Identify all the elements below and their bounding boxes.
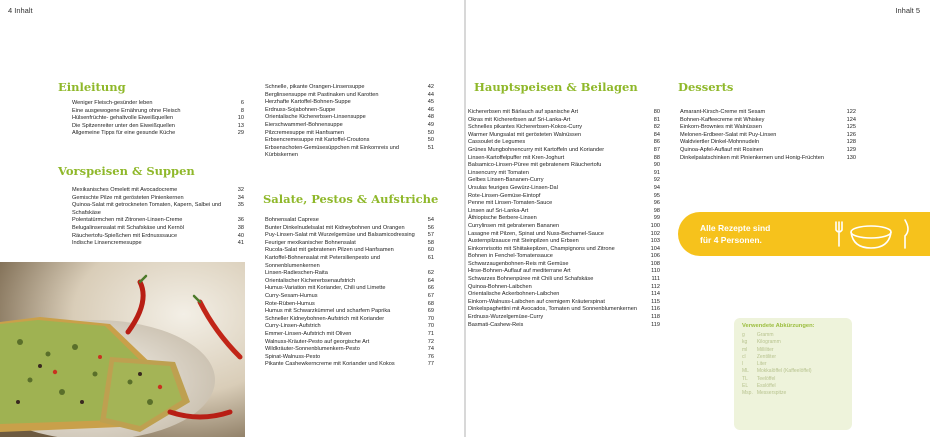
toc-entry-page: 77 [427,361,434,368]
toc-entry [72,187,244,195]
toc-entry [72,195,244,203]
toc-entry [265,361,434,369]
toc-entry-title: Einkorn-Brownies mit Walnüssen [680,124,762,131]
toc-entry-title: Allgemeine Tipps für eine gesunde Küche [72,130,176,137]
toc-entry-page: 41 [237,240,244,247]
abbreviation: Msp. [742,390,753,397]
toc-entry-title: Orientalische Kichererbsen-Linsensuppe [265,114,366,121]
toc-entry-page: 114 [651,291,660,298]
abbreviation-meaning: Liter [756,361,767,368]
abbreviation: g [742,332,745,338]
toc-entry [468,155,660,163]
toc-entry-page: 111 [651,276,660,283]
toc-entry-page: 72 [427,338,434,345]
toc-entry-page: 126 [846,131,856,138]
toc-entry [265,122,434,130]
abbreviations-table [742,332,816,398]
toc-entry-page: 35 [237,202,244,209]
toc-entry [680,117,856,125]
toc-entry-page: 36 [237,217,244,224]
toc-list-desserts [680,109,856,162]
toc-entry [468,117,660,125]
toc-entry-page: 104 [650,245,660,252]
toc-entry-page: 50 [427,137,434,144]
toc-entry-page: 100 [650,222,660,229]
toc-entry [468,215,660,223]
toc-entry-page: 91 [653,169,660,176]
toc-entry [72,108,244,116]
toc-entry-title: Wildkräuter-Sonnenblumenkern-Pesto [265,346,360,353]
toc-entry-title: Eine ausgewogene Ernährung ohne Fleisch [72,107,181,114]
servings-note-line1: Alle Rezepte sind [700,223,771,233]
toc-entry [265,346,434,354]
abbreviation-row [742,339,816,346]
toc-entry-page: 112 [651,283,660,290]
toc-entry-page: 119 [651,321,660,328]
toc-entry-title: Humus-Variation mit Koriander, Chili und Limette [265,285,386,292]
toc-entry [468,299,660,307]
abbreviation-row [742,390,816,397]
toc-entry-title: Basmati-Cashew-Reis [468,321,524,328]
toc-entry-title: Spinat-Walnuss-Pesto [265,353,321,360]
toc-entry [265,270,434,278]
toc-entry-title: Linsencurry mit Tomaten [468,169,529,176]
toc-entry-title: Lasagne mit Pilzen, Spinat und Nuss-Bechamel-Sauce [468,230,604,237]
toc-entry [468,322,660,330]
abbreviation: kg [742,339,748,346]
toc-entry [468,147,660,155]
toc-entry-title: Linsen-Radieschen-Raita [265,270,328,277]
toc-entry-page: 90 [653,162,660,169]
toc-entry [468,291,660,299]
toc-entry-page: 128 [846,139,856,146]
toc-entry-title: Weniger Fleisch-gesünder leben [72,100,153,106]
toc-entry-page: 48 [427,114,434,121]
toc-entry-page: 103 [650,238,660,245]
toc-entry-page: 61 [427,254,434,261]
toc-entry [72,123,244,131]
toc-entry-title: Erdnuss-Wurzelgemüse-Curry [468,314,544,321]
toc-entry-page: 82 [653,124,660,131]
toc-entry-title: Linsen auf Sri-Lanka-Art [468,207,529,214]
toc-entry [265,130,434,138]
abbreviation-row [742,332,816,339]
toc-entry-page: 98 [653,207,660,214]
heading-hauptspeisen: Hauptspeisen & Beilagen [474,80,638,94]
toc-entry-title: Amarant-Kirsch-Creme mit Sesam [680,109,766,115]
toc-entry-page: 67 [427,292,434,299]
toc-entry-title: Kartoffel-Bohnensalat mit Petersilienpesto und Sonnenblumenkernen [265,254,380,269]
toc-entry [265,339,434,347]
right-running-head: Inhalt 5 [895,6,920,15]
toc-entry [265,323,434,331]
toc-entry-title: Eierschwammerl-Bohnensuppe [265,121,343,128]
toc-entry-title: Hülsenfrüchte- gehaltvolle Eiweißquellen [72,115,174,122]
abbreviation: ML [742,368,749,375]
toc-entry-page: 68 [427,300,434,307]
toc-entry-page: 124 [846,116,856,123]
toc-entry-title: Quinoa-Bohnen-Laibchen [468,283,532,290]
toc-list-einleitung [72,100,244,138]
toc-entry-page: 86 [653,139,660,146]
toc-entry-page: 102 [650,230,660,237]
toc-entry-page: 42 [427,84,434,90]
toc-entry-title: Indische Linsencremesuppe [72,240,142,247]
toc-entry [72,217,244,225]
toc-entry [468,268,660,276]
toc-entry [468,200,660,208]
toc-entry-page: 56 [427,224,434,231]
abbreviation: ml [742,346,748,353]
toc-entry-page: 80 [653,109,660,115]
bowl-cutlery-icon [833,216,913,252]
toc-entry [265,301,434,309]
toc-entry [468,246,660,254]
toc-entry-title: Einkorn-Walnuss-Laibchen auf cremigem Kräuterspinat [468,298,605,305]
toc-entry-title: Mexikanisches Omelett mit Avocadocreme [72,187,178,193]
toc-entry-page: 51 [427,144,434,151]
toc-entry-title: Waldviertler Dinkel-Mohnnudeln [680,139,760,146]
toc-entry-title: Walnuss-Kräuter-Pesto auf georgische Art [265,338,370,345]
toc-entry-title: Melonen-Erdbeer-Salat mit Puy-Linsen [680,131,777,138]
toc-entry [265,99,434,107]
toc-entry [265,316,434,324]
toc-entry [680,139,856,147]
toc-entry-page: 76 [427,353,434,360]
toc-entry [468,139,660,147]
abbreviation-row [742,354,816,361]
toc-entry-page: 106 [650,253,660,260]
food-photo [0,262,245,437]
toc-entry-title: Herzhafte Kartoffel-Bohnen-Suppe [265,99,351,106]
abbreviation-meaning: Milliliter [756,346,774,353]
toc-entry-page: 34 [237,194,244,201]
toc-entry [265,145,434,160]
toc-entry-page: 88 [653,154,660,161]
toc-entry-title: Gemischte Pilze mit gerösteten Pinienkernen [72,194,184,201]
toc-entry-page: 45 [427,99,434,106]
toc-entry-title: Okras mit Kichererbsen auf Sri-Lanka-Art [468,116,571,123]
toc-entry-title: Bunter Dinkelnudelsalat mit Kidneybohnen und Orangen [265,224,405,231]
toc-entry-title: Balsamico-Linsen-Püree mit gebratenem Räuchertofu [468,162,602,169]
toc-entry-title: Äthiopische Berbere-Linsen [468,215,537,222]
toc-entry-title: Polentatürmchen mit Zitronen-Linsen-Creme [72,217,183,224]
toc-list-vorspeisen [72,187,244,248]
toc-entry-title: Schwarzes Bohnenpüree mit Chili und Schafskäse [468,276,594,283]
toc-entry [265,331,434,339]
toc-entry-page: 95 [653,192,660,199]
toc-entry-title: Pilzcremesuppe mit Hanfsamen [265,129,344,136]
toc-entry-title: Cassoulet de Legumes [468,139,526,146]
toc-entry-title: Belugalinsensalat mit Schafskäse und Kernöl [72,224,184,231]
toc-entry-page: 81 [653,116,660,123]
toc-entry [680,124,856,132]
toc-entry-page: 99 [653,215,660,222]
toc-entry-title: Schnelles pikantes Kichererbsen-Kokos-Curry [468,124,583,131]
toc-entry-page: 69 [427,308,434,315]
toc-entry-page: 92 [653,177,660,184]
toc-entry-title: Erbsenschoten-Gemüsesüppchen mit Einkornreis und Kürbiskernen [265,144,400,159]
toc-entry-title: Dinkelspaghettini mit Avocados, Tomaten und Sonnenblumenkernen [468,306,637,313]
servings-banner [678,212,930,256]
toc-entry-title: Bohnensalat Caprese [265,217,319,223]
toc-entry-page: 125 [846,124,856,131]
heading-salate: Salate, Pestos & Aufstriche [263,192,439,206]
toc-entry [680,132,856,140]
toc-entry-title: Schneller Kidneybohnen-Aufstrich mit Koriander [265,315,385,322]
abbreviation: l [742,361,744,368]
toc-entry-page: 94 [653,184,660,191]
toc-entry-page: 40 [237,232,244,239]
toc-entry [468,231,660,239]
toc-entry-page: 54 [427,217,434,223]
servings-note [700,222,770,246]
toc-entry [680,155,856,163]
toc-entry [468,162,660,170]
toc-entry [468,253,660,261]
toc-entry-page: 13 [237,122,244,129]
abbreviations-box [734,318,852,430]
toc-entry-title: Erdnuss-Sojabohnen-Suppe [265,106,336,113]
toc-entry-title: Einkornrisotto mit Shiitakepilzen, Champignons und Zitrone [468,245,615,252]
toc-entry-title: Rucola-Salat mit gebratenen Pilzen und Hanfsamen [265,247,394,254]
toc-entry-title: Curry-Linsen-Aufstrich [265,323,321,330]
toc-entry-title: Penne mit Linsen-Tomaten-Sauce [468,200,553,207]
toc-entry-page: 29 [237,130,244,137]
right-page [466,0,930,437]
toc-entry-title: Orientalische Ackerbohnen-Laibchen [468,291,560,298]
toc-list-salate [265,217,434,369]
toc-entry-title: Kichererbsen mit Bärlauch auf spanische Art [468,109,579,115]
toc-entry [72,130,244,138]
toc-entry-page: 10 [237,115,244,122]
toc-entry-page: 64 [427,277,434,284]
toc-entry [265,217,434,225]
toc-entry [468,109,660,117]
toc-entry-title: Berglinsensuppe mit Pastinaken und Karotten [265,91,379,98]
toc-entry-page: 70 [427,323,434,330]
abbreviation-row [742,361,816,368]
toc-entry-page: 38 [237,224,244,231]
toc-entry-page: 116 [651,306,660,313]
toc-entry-page: 49 [427,121,434,128]
quinoa-frittata-photo [0,262,245,437]
toc-entry-title: Quinoa-Salat mit getrockneten Tomaten, Kapern, Salbei und Schafskäse [72,202,222,216]
toc-entry-title: Die Spitzenreiter unter den Eiweißquellen [72,122,175,129]
toc-entry [265,84,434,92]
toc-entry-page: 66 [427,285,434,292]
toc-entry [265,225,434,233]
toc-entry-title: Orientalischer Kichererbsenaufstrich [265,277,356,284]
toc-entry [468,132,660,140]
toc-entry-page: 8 [240,107,244,114]
toc-entry-page: 118 [651,314,660,321]
toc-entry-title: Dinkelpalatschinken mit Pinienkernen und Honig-Früchten [680,154,824,161]
toc-entry [265,247,434,255]
toc-entry-title: Bohnen-Kaffeecreme mit Whiskey [680,116,765,123]
toc-entry [468,284,660,292]
toc-entry [72,202,244,217]
left-running-head: 4 Inhalt [8,6,33,15]
toc-entry [265,107,434,115]
toc-entry-title: Hirse-Bohnen-Auflauf auf mediterrane Art [468,268,571,275]
toc-entry-title: Austernpilzsauce mit Steinpilzen und Erbsen [468,238,579,245]
abbreviation-meaning: Kilogramm [756,339,781,346]
toc-entry-title: Rote-Rüben-Humus [265,300,315,307]
toc-entry [265,278,434,286]
abbreviation-meaning: Teelöffel [756,375,776,382]
toc-entry [265,255,434,270]
toc-entry-title: Quinoa-Apfel-Auflauf mit Rosinen [680,146,764,153]
toc-entry-page: 96 [653,200,660,207]
toc-entry [72,225,244,233]
toc-entry-title: Warmer Mungsalat mit gerösteten Walnüssen [468,131,582,138]
toc-entry [72,240,244,248]
toc-entry-page: 129 [846,146,856,153]
toc-entry [468,306,660,314]
toc-entry-page: 70 [427,315,434,322]
toc-entry-page: 110 [651,268,660,275]
toc-entry-page: 46 [427,106,434,113]
toc-entry-title: Rote-Linsen-Gemüse-Eintopf [468,192,541,199]
toc-entry-page: 58 [427,239,434,246]
toc-entry-title: Linsen-Kartoffelpuffer mit Kren-Joghurt [468,154,565,161]
toc-entry-title: Currylinsen mit gebratenen Bananen [468,222,560,229]
toc-entry [468,170,660,178]
toc-entry [468,238,660,246]
toc-list-suppen-continued [265,84,434,160]
toc-entry [468,177,660,185]
abbreviation-meaning: Mokkalöffel (Kaffeelöffel) [756,368,812,375]
abbreviation-row [742,376,816,383]
left-page [0,0,464,437]
toc-entry [265,114,434,122]
abbreviation-meaning: Messerspitze [756,390,787,397]
toc-entry [265,285,434,293]
toc-entry [468,276,660,284]
toc-entry [265,308,434,316]
heading-desserts: Desserts [678,80,734,94]
toc-entry-title: Emmer-Linsen-Aufstrich mit Oliven [265,330,352,337]
toc-entry-title: Schnelle, pikante Orangen-Linsensuppe [265,84,365,90]
toc-entry-page: 6 [240,100,244,106]
servings-note-line2: für 4 Personen. [700,235,762,245]
toc-entry-page: 32 [237,187,244,193]
abbreviations-heading: Verwendete Abkürzungen: [742,323,815,329]
toc-list-hauptspeisen [468,109,660,329]
heading-vorspeisen: Vorspeisen & Suppen [58,164,195,178]
abbreviation: EL [742,383,749,390]
toc-entry [468,261,660,269]
toc-entry [265,354,434,362]
toc-entry-page: 71 [427,330,434,337]
abbreviation-row [742,368,816,375]
toc-entry-title: Gelbes Linsen-Bananen-Curry [468,177,544,184]
toc-entry-page: 108 [650,260,660,267]
toc-entry-title: Puy-Linsen-Salat mit Wurzelgemüse und Balsamicodressing [265,232,415,239]
toc-entry [468,314,660,322]
abbreviation-meaning: Esslöffel [756,383,776,390]
abbreviation: cl [742,353,746,360]
toc-entry [265,293,434,301]
toc-entry [72,233,244,241]
toc-entry-page: 122 [846,109,856,115]
heading-einleitung: Einleitung [58,80,126,94]
toc-entry [468,185,660,193]
toc-entry [265,232,434,240]
toc-entry-page: 84 [653,131,660,138]
abbreviation-meaning: Zentiliter [756,353,777,360]
toc-entry [468,124,660,132]
toc-entry [468,223,660,231]
toc-entry [468,193,660,201]
toc-entry-page: 62 [427,270,434,277]
toc-entry-page: 87 [653,146,660,153]
abbreviations-rows [742,332,816,398]
toc-entry-title: Räuchertofu-Spießchen mit Erdnusssauce [72,232,178,239]
toc-entry [265,137,434,145]
toc-entry-page: 44 [427,91,434,98]
abbreviation-meaning: Gramm [756,332,774,338]
toc-entry-title: Grünes Mungbohnencurry mit Kartoffeln und Koriander [468,146,605,153]
toc-entry [265,92,434,100]
toc-entry-page: 130 [846,154,856,161]
toc-entry-page: 115 [651,298,660,305]
toc-entry-title: Humus mit Schwarzkümmel und scharfem Paprika [265,308,391,315]
toc-entry-title: Erbsencremesuppe mit Kartoffel-Croutons [265,137,370,144]
toc-entry [680,109,856,117]
toc-entry-title: Pikante Cashewkerncreme mit Koriander und Kokos [265,361,395,368]
toc-entry-page: 50 [427,129,434,136]
toc-entry-title: Feuriger mexikanischer Bohnensalat [265,239,356,246]
toc-entry-title: Bohnen in Fenchel-Tomatensauce [468,253,553,260]
toc-entry-title: Curry-Sesam-Humus [265,292,318,299]
toc-entry-page: 74 [427,346,434,353]
toc-entry-title: Ursulas feuriges Gewürz-Linsen-Dal [468,184,558,191]
toc-entry [72,115,244,123]
toc-entry-page: 60 [427,247,434,254]
toc-entry [72,100,244,108]
abbreviation-row [742,383,816,390]
toc-entry [265,240,434,248]
abbreviation: TL [742,375,748,382]
toc-entry-page: 57 [427,232,434,239]
toc-entry-title: Schwarzaugenbohnen-Reis mit Gemüse [468,260,569,267]
abbreviation-row [742,347,816,354]
toc-entry [680,147,856,155]
